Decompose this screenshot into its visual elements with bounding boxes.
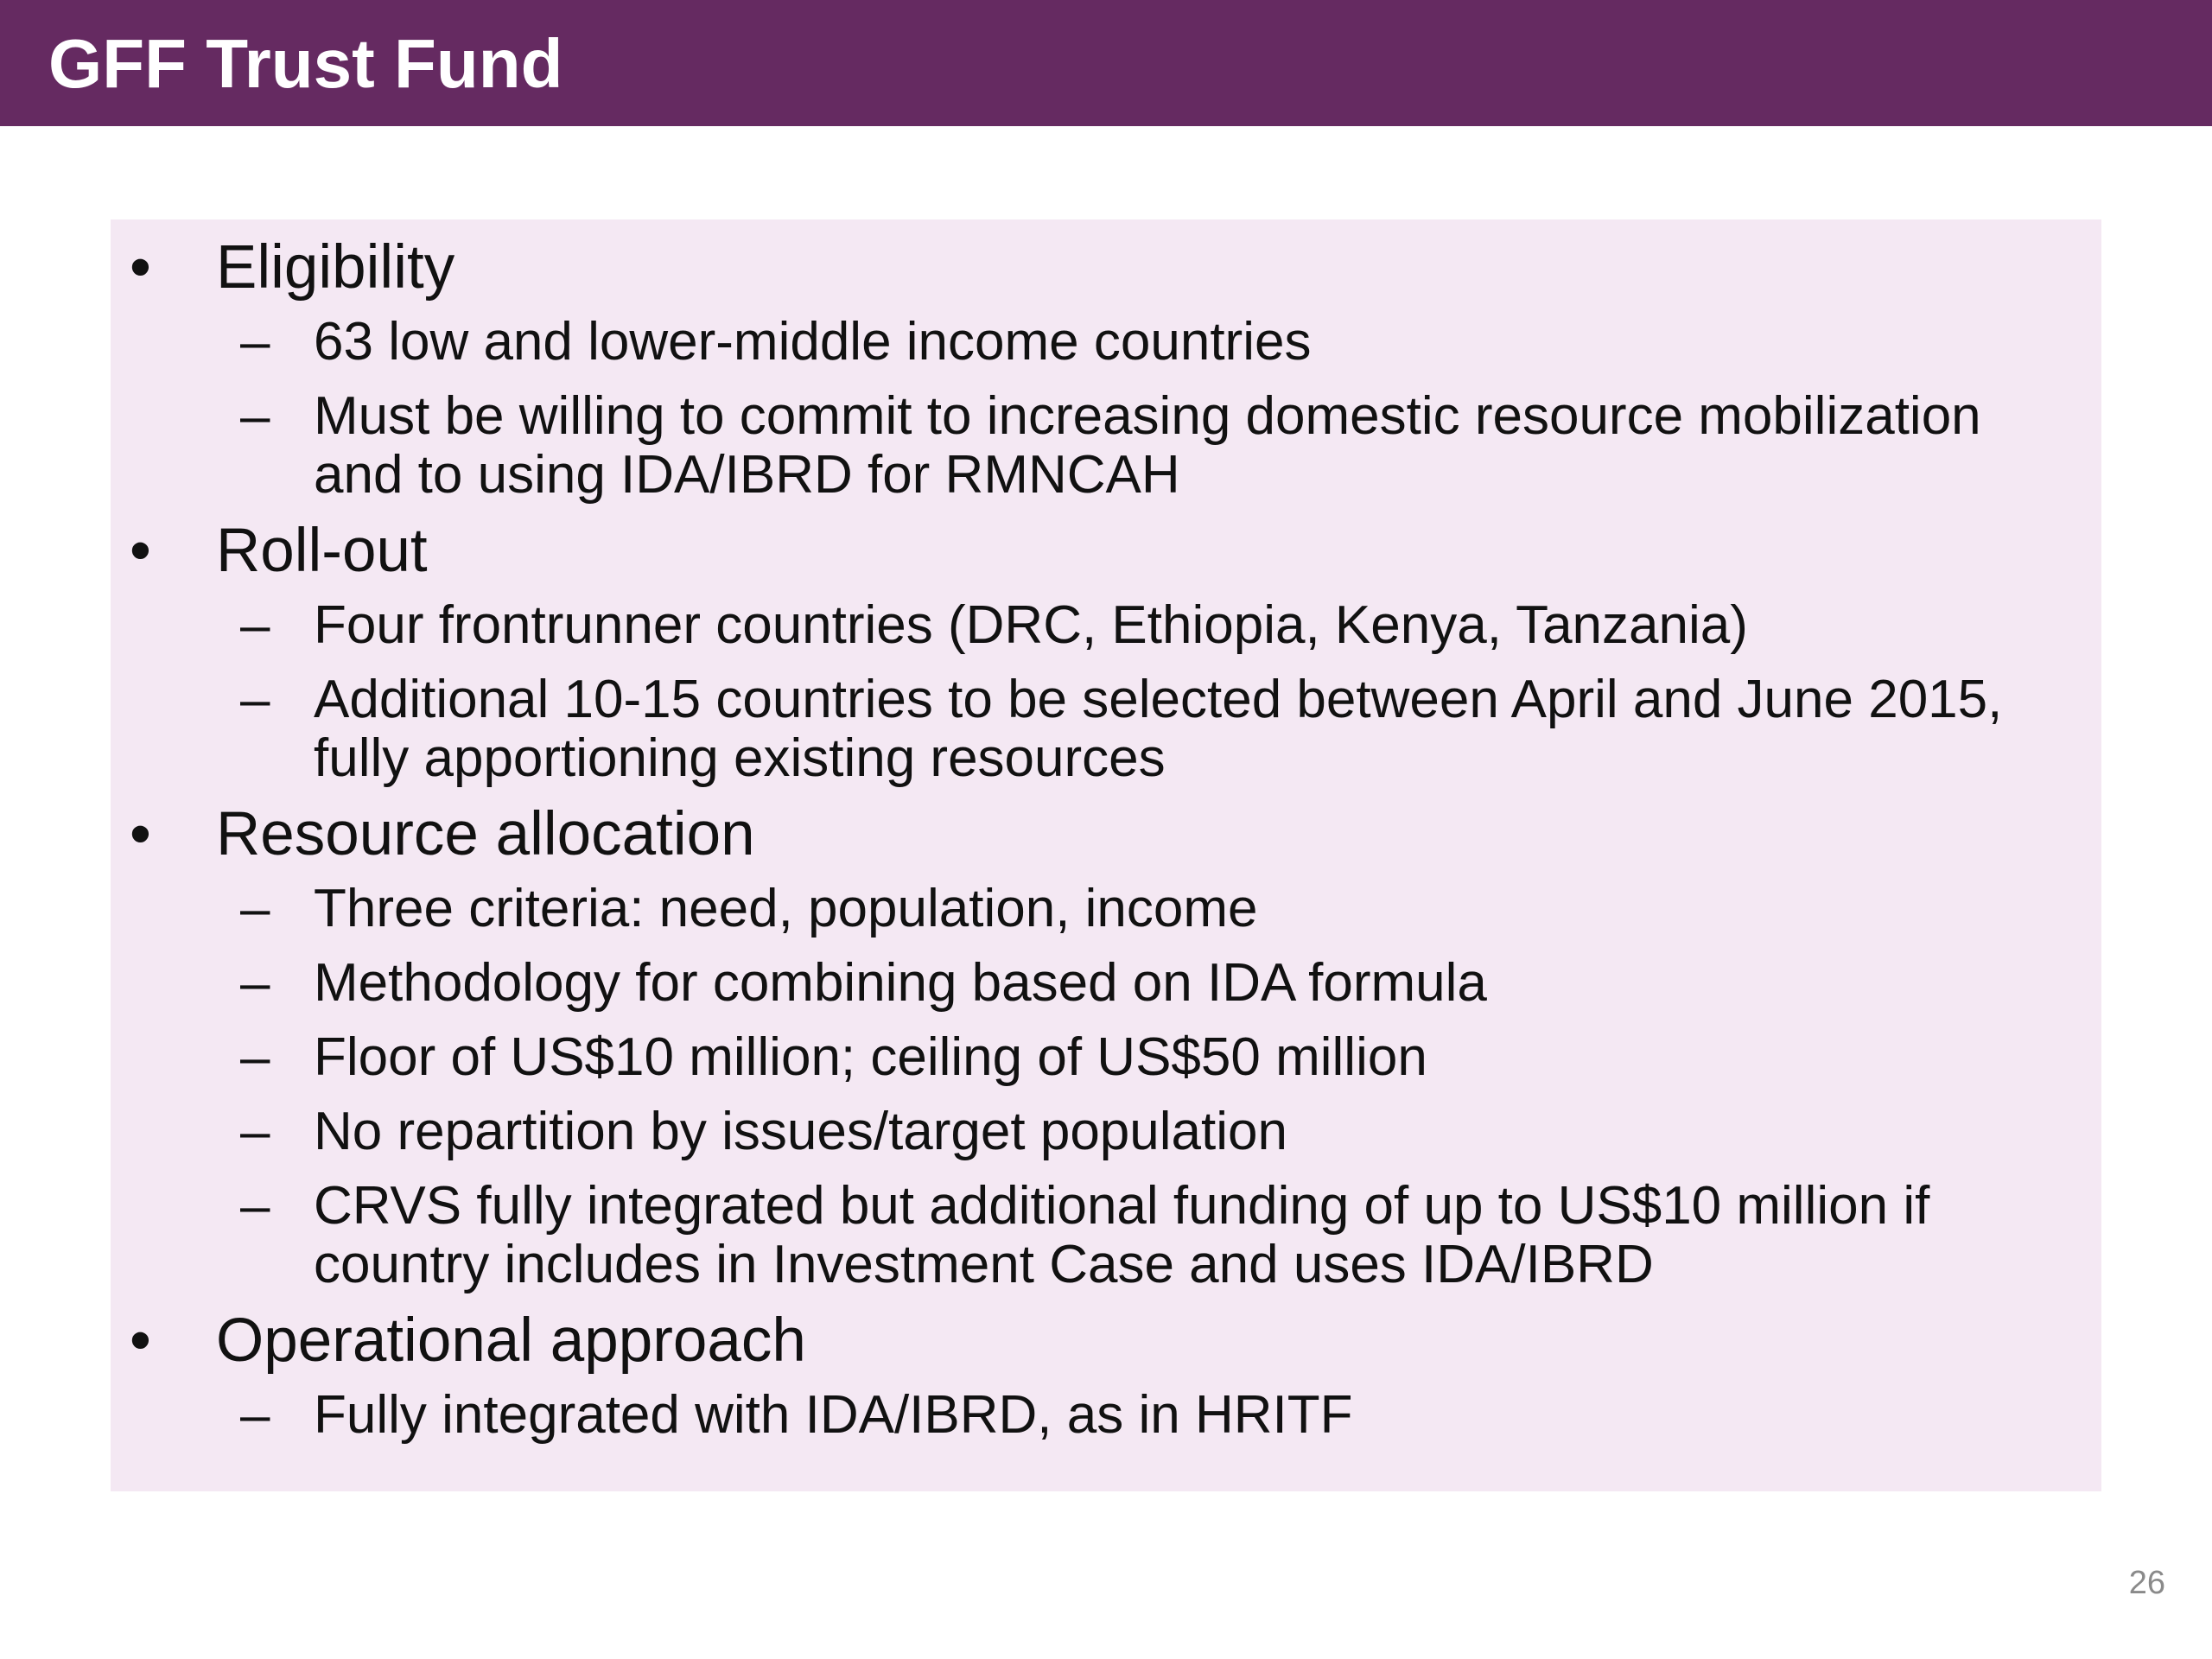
sub-bullet-text: Fully integrated with IDA/IBRD, as in HRITF xyxy=(314,1385,1353,1445)
sub-bullet xyxy=(111,313,2050,372)
slide-title: GFF Trust Fund xyxy=(48,25,563,102)
sub-bullet-text: Four frontrunner countries (DRC, Ethiopia, Kenya, Tanzania) xyxy=(314,595,1748,655)
sub-bullet-text: Floor of US$10 million; ceiling of US$50 million xyxy=(314,1027,1427,1087)
sub-bullet xyxy=(111,671,2050,788)
bullet-heading xyxy=(111,515,2101,588)
dash-icon: – xyxy=(240,1027,270,1087)
dash-icon: – xyxy=(240,670,270,729)
dash-icon: – xyxy=(240,953,270,1013)
sub-bullet xyxy=(111,1177,2050,1294)
bullet-list xyxy=(111,219,2101,1445)
bullet-heading-text: Resource allocation xyxy=(216,800,755,868)
dash-icon: – xyxy=(240,1385,270,1445)
bullet-dot-icon: • xyxy=(130,800,151,868)
bullet-heading xyxy=(111,1305,2101,1377)
sub-bullet-text: No repartition by issues/target population xyxy=(314,1102,1287,1161)
sub-bullet-text: Methodology for combining based on IDA formula xyxy=(314,953,1487,1013)
bullet-heading xyxy=(111,798,2101,871)
bullet-heading-text: Operational approach xyxy=(216,1306,806,1375)
dash-icon: – xyxy=(240,386,270,446)
sub-bullet xyxy=(111,954,2050,1013)
sub-bullet-text: Additional 10-15 countries to be selected between April and June 2015, fully apportioning existing resources xyxy=(314,670,2003,788)
dash-icon: – xyxy=(240,1176,270,1236)
sub-bullet xyxy=(111,387,2050,505)
bullet-dot-icon: • xyxy=(130,233,151,302)
dash-icon: – xyxy=(240,312,270,372)
sub-bullet xyxy=(111,1028,2050,1087)
content-box xyxy=(111,219,2101,1491)
sub-bullet xyxy=(111,880,2050,938)
page-number: 26 xyxy=(2128,1565,2165,1601)
title-bar xyxy=(0,0,2212,126)
sub-bullet-text: Three criteria: need, population, income xyxy=(314,879,1258,938)
bullet-heading-text: Roll-out xyxy=(216,517,428,585)
bullet-dot-icon: • xyxy=(130,517,151,585)
sub-bullet-text: 63 low and lower-middle income countries xyxy=(314,312,1312,372)
bullet-heading xyxy=(111,232,2101,304)
dash-icon: – xyxy=(240,595,270,655)
sub-bullet xyxy=(111,1103,2050,1161)
sub-bullet xyxy=(111,1386,2050,1445)
bullet-heading-text: Eligibility xyxy=(216,233,455,302)
bullet-dot-icon: • xyxy=(130,1306,151,1375)
dash-icon: – xyxy=(240,1102,270,1161)
dash-icon: – xyxy=(240,879,270,938)
sub-bullet-text: CRVS fully integrated but additional funding of up to US$10 million if country includes in Investment Case and uses IDA/IBRD xyxy=(314,1176,1930,1294)
sub-bullet xyxy=(111,596,2050,655)
sub-bullet-text: Must be willing to commit to increasing domestic resource mobilization and to using IDA/IBRD for RMNCAH xyxy=(314,386,1981,505)
